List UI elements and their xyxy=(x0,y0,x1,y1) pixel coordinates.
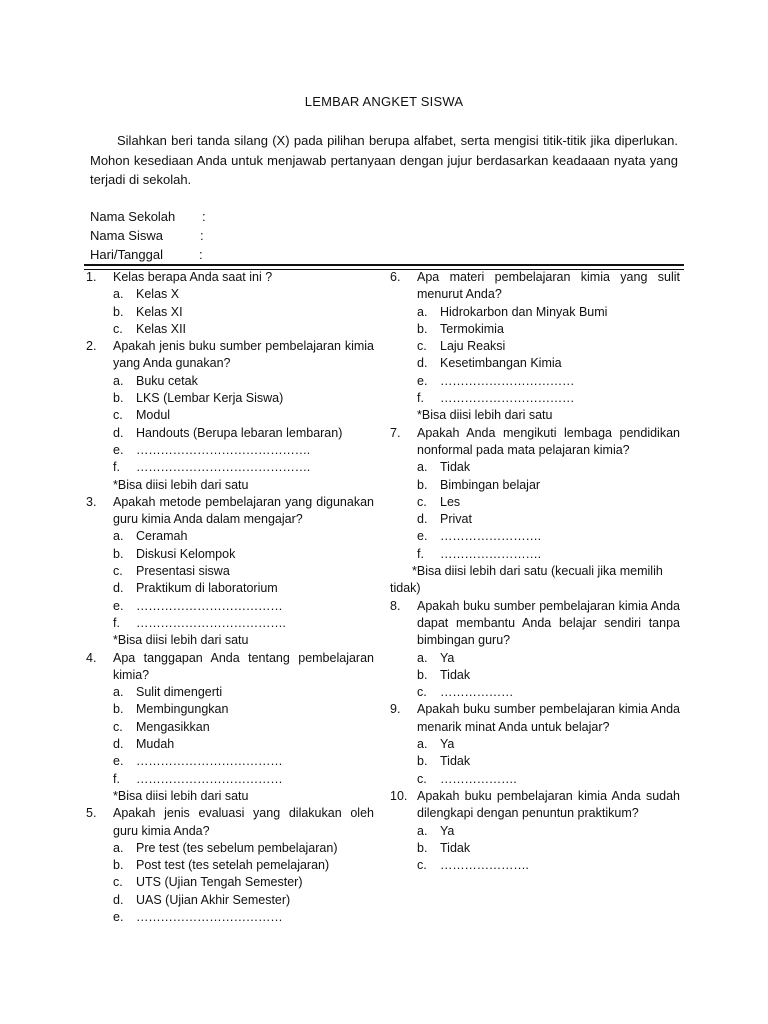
option-letter: b. xyxy=(113,391,124,406)
multi-answer-note: *Bisa diisi lebih dari satu (kecuali jika memilih tidak) xyxy=(390,564,663,596)
question-text: Apakah jenis evaluasi yang dilakukan oleh guru kimia Anda? xyxy=(113,806,374,838)
fill-in-blank: ……………………………… xyxy=(136,771,283,786)
answer-option[interactable] xyxy=(86,753,374,770)
option-text: UTS (Ujian Tengah Semester) xyxy=(136,875,303,890)
option-letter: e. xyxy=(113,909,124,924)
question xyxy=(86,650,374,685)
question-text: Kelas berapa Anda saat ini ? xyxy=(113,270,273,284)
question-number: 9. xyxy=(390,702,401,717)
question-number: 7. xyxy=(390,425,401,440)
option-letter: b. xyxy=(417,321,428,336)
fill-in-blank: ………………………………. xyxy=(136,615,286,630)
option-text: Praktikum di laboratorium xyxy=(136,581,278,596)
question xyxy=(390,788,680,823)
answer-option[interactable] xyxy=(86,615,374,632)
answer-option[interactable] xyxy=(86,286,374,303)
option-letter: f. xyxy=(417,391,424,406)
option-text: Mengasikkan xyxy=(136,719,210,734)
option-text: LKS (Lembar Kerja Siswa) xyxy=(136,391,284,406)
answer-option[interactable] xyxy=(390,321,680,338)
option-letter: a. xyxy=(417,737,428,752)
answer-option[interactable] xyxy=(86,874,374,891)
question-number: 6. xyxy=(390,270,401,284)
fill-in-blank: ……………………. xyxy=(440,529,541,544)
multi-answer-note: *Bisa diisi lebih dari satu xyxy=(113,788,249,803)
multi-answer-note: *Bisa diisi lebih dari satu xyxy=(417,408,553,423)
option-letter: c. xyxy=(113,719,123,734)
identity-row-school xyxy=(90,208,206,225)
option-letter: f. xyxy=(113,771,120,786)
question xyxy=(390,701,680,736)
question-number: 8. xyxy=(390,598,401,613)
answer-option[interactable] xyxy=(86,840,374,857)
option-text: Kesetimbangan Kimia xyxy=(440,356,562,371)
question-text: Apa materi pembelajaran kimia yang sulit menurut Anda? xyxy=(417,270,680,302)
answer-option[interactable] xyxy=(390,373,680,390)
option-text: Tidak xyxy=(440,754,471,769)
fill-in-blank: ……………………………………. xyxy=(136,442,310,457)
option-text: Presentasi siswa xyxy=(136,564,230,579)
fill-in-blank: ……………………. xyxy=(440,546,541,561)
option-letter: b. xyxy=(113,702,124,717)
option-text: Ya xyxy=(440,737,455,752)
answer-option[interactable] xyxy=(390,338,680,355)
question-number: 4. xyxy=(86,650,97,665)
answer-option[interactable] xyxy=(390,477,680,494)
answer-option[interactable] xyxy=(86,771,374,788)
answer-option[interactable] xyxy=(86,373,374,390)
answer-option[interactable] xyxy=(86,425,374,442)
answer-option[interactable] xyxy=(86,563,374,580)
option-text: Tidak xyxy=(440,667,471,682)
option-letter: f. xyxy=(417,546,424,561)
question-text: Apa tanggapan Anda tentang pembelajaran kimia? xyxy=(113,650,374,682)
question xyxy=(86,805,374,840)
answer-option[interactable] xyxy=(390,390,680,407)
option-letter: b. xyxy=(417,840,428,855)
option-text: Laju Reaksi xyxy=(440,339,506,354)
page-title: LEMBAR ANGKET SISWA xyxy=(304,94,464,109)
answer-option[interactable] xyxy=(86,892,374,909)
answer-option[interactable] xyxy=(390,840,680,857)
option-text: Tidak xyxy=(440,840,471,855)
fill-in-blank: ………………. xyxy=(440,771,517,786)
option-letter: b. xyxy=(113,546,124,561)
answer-option[interactable] xyxy=(86,909,374,926)
option-letter: f. xyxy=(113,460,120,475)
answer-option[interactable] xyxy=(390,494,680,511)
option-letter: b. xyxy=(113,858,124,873)
option-text: Mudah xyxy=(136,737,175,752)
option-letter: c. xyxy=(417,339,427,354)
answer-option[interactable] xyxy=(86,459,374,476)
option-text: Ceramah xyxy=(136,529,188,544)
option-text: Diskusi Kelompok xyxy=(136,546,236,561)
question-number: 10. xyxy=(390,788,408,803)
option-letter: b. xyxy=(417,754,428,769)
option-text: Les xyxy=(440,494,461,509)
answer-option[interactable] xyxy=(390,459,680,476)
question-text: Apakah Anda mengikuti lembaga pendidikan nonformal pada mata pelajaran kimia? xyxy=(417,425,680,457)
option-letter: c. xyxy=(417,685,427,700)
question xyxy=(86,269,374,286)
option-letter: a. xyxy=(113,287,124,302)
option-letter: e. xyxy=(113,598,124,613)
question xyxy=(390,598,680,650)
question-text: Apakah buku pembelajaran kimia Anda sudah dilengkapi dengan penuntun praktikum? xyxy=(417,788,680,821)
question xyxy=(86,494,374,529)
questions-right-column xyxy=(390,269,680,874)
option-letter: c. xyxy=(417,771,427,786)
answer-option[interactable] xyxy=(86,321,374,338)
option-text: Ya xyxy=(440,823,455,838)
answer-option[interactable] xyxy=(86,684,374,701)
questions-left-column xyxy=(86,269,374,926)
option-letter: f. xyxy=(113,615,120,630)
option-text: Membingungkan xyxy=(136,702,229,717)
option-letter: c. xyxy=(417,858,427,873)
fill-in-blank: ……………………………… xyxy=(136,754,283,769)
answer-option[interactable] xyxy=(390,753,680,770)
question xyxy=(86,338,374,373)
option-letter: b. xyxy=(417,477,428,492)
option-letter: e. xyxy=(113,754,124,769)
option-text: Bimbingan belajar xyxy=(440,477,541,492)
option-text: Privat xyxy=(440,512,472,527)
identity-colon: : xyxy=(200,228,204,243)
question-text: Apakah buku sumber pembelajaran kimia Anda dapat membantu Anda belajar sendiri tanpa bimbingan guru? xyxy=(417,598,680,648)
fill-in-blank: …………………. xyxy=(440,858,529,873)
answer-option[interactable] xyxy=(390,684,680,701)
option-text: Buku cetak xyxy=(136,373,198,388)
option-text: Kelas XII xyxy=(136,321,187,336)
answer-option[interactable] xyxy=(86,390,374,407)
identity-colon: : xyxy=(199,247,203,262)
answer-option[interactable] xyxy=(390,546,680,563)
identity-label: Nama Siswa xyxy=(90,228,163,243)
question xyxy=(390,269,680,304)
option-letter: b. xyxy=(113,304,124,319)
answer-option[interactable] xyxy=(390,511,680,528)
question xyxy=(390,425,680,460)
fill-in-blank: ……………………………… xyxy=(136,598,283,613)
option-letter: e. xyxy=(113,442,124,457)
answer-option[interactable] xyxy=(390,771,680,788)
identity-label: Nama Sekolah xyxy=(90,209,176,224)
option-text: Ya xyxy=(440,650,455,665)
answer-option[interactable] xyxy=(390,736,680,753)
answer-option[interactable] xyxy=(390,355,680,372)
fill-in-blank: ……………… xyxy=(440,685,514,700)
option-letter: d. xyxy=(417,512,428,527)
question-text: Apakah jenis buku sumber pembelajaran kimia yang Anda gunakan? xyxy=(113,339,374,371)
multi-answer-note: *Bisa diisi lebih dari satu xyxy=(113,477,249,492)
option-letter: a. xyxy=(417,650,428,665)
option-letter: c. xyxy=(113,321,123,336)
answer-option[interactable] xyxy=(86,407,374,424)
option-text: UAS (Ujian Akhir Semester) xyxy=(136,892,291,907)
identity-colon: : xyxy=(202,209,206,224)
option-text: Pre test (tes sebelum pembelajaran) xyxy=(136,840,338,855)
option-letter: d. xyxy=(113,892,124,907)
answer-option[interactable] xyxy=(86,580,374,597)
option-text: Termokimia xyxy=(440,321,504,336)
question-number: 5. xyxy=(86,806,97,821)
instructions-paragraph: Silahkan beri tanda silang (X) pada pilihan berupa alfabet, serta mengisi titik-titik jika diperlukan. Mohon kesediaan Anda untuk menjawab pertanyaan dengan jujur berdasarkan keadaaan nyata yang terjadi di sekolah. xyxy=(90,133,678,187)
answer-option[interactable] xyxy=(86,598,374,615)
answer-option[interactable] xyxy=(86,546,374,563)
option-letter: a. xyxy=(417,823,428,838)
option-letter: a. xyxy=(417,460,428,475)
question-text: Apakah metode pembelajaran yang digunakan guru kimia Anda dalam mengajar? xyxy=(113,494,374,527)
option-text: Kelas XI xyxy=(136,304,183,319)
question-number: 3. xyxy=(86,494,97,509)
answer-option[interactable] xyxy=(86,719,374,736)
option-letter: e. xyxy=(417,373,428,388)
answer-option[interactable] xyxy=(86,857,374,874)
identity-label: Hari/Tanggal xyxy=(90,247,163,262)
fill-in-blank: ……………………………… xyxy=(136,909,283,924)
option-text: Post test (tes setelah pemelajaran) xyxy=(136,858,330,873)
option-letter: c. xyxy=(113,564,123,579)
question-number: 1. xyxy=(86,270,97,284)
multi-answer-note: *Bisa diisi lebih dari satu xyxy=(113,633,249,648)
option-text: Handouts (Berupa lebaran lembaran) xyxy=(136,425,343,440)
answer-option[interactable] xyxy=(86,304,374,321)
option-letter: a. xyxy=(417,304,428,319)
answer-option[interactable] xyxy=(390,857,680,874)
answer-option[interactable] xyxy=(390,667,680,684)
fill-in-blank: ……………………………………. xyxy=(136,460,310,475)
option-text: Kelas X xyxy=(136,287,180,302)
answer-option[interactable] xyxy=(390,823,680,840)
fill-in-blank: …………………………… xyxy=(440,373,575,388)
fill-in-blank: …………………………… xyxy=(440,391,575,406)
option-text: Modul xyxy=(136,408,171,423)
question-number: 2. xyxy=(86,339,97,354)
option-letter: a. xyxy=(113,373,124,388)
question-text: Apakah buku sumber pembelajaran kimia Anda menarik minat Anda untuk belajar? xyxy=(417,702,680,734)
answer-option[interactable] xyxy=(86,442,374,459)
identity-row-student xyxy=(90,227,204,244)
divider-thick xyxy=(84,264,684,266)
option-text: Hidrokarbon dan Minyak Bumi xyxy=(440,304,608,319)
answer-option[interactable] xyxy=(86,528,374,545)
option-letter: d. xyxy=(113,737,124,752)
answer-option[interactable] xyxy=(390,528,680,545)
option-letter: d. xyxy=(113,425,124,440)
option-letter: d. xyxy=(113,581,124,596)
option-letter: a. xyxy=(113,840,124,855)
answer-option[interactable] xyxy=(390,650,680,667)
option-letter: c. xyxy=(113,875,123,890)
answer-option[interactable] xyxy=(86,736,374,753)
option-text: Tidak xyxy=(440,460,471,475)
option-letter: d. xyxy=(417,356,428,371)
identity-row-date xyxy=(90,246,203,263)
option-letter: a. xyxy=(113,685,124,700)
option-letter: c. xyxy=(417,494,427,509)
answer-option[interactable] xyxy=(86,701,374,718)
answer-option[interactable] xyxy=(390,304,680,321)
option-letter: c. xyxy=(113,408,123,423)
option-letter: e. xyxy=(417,529,428,544)
option-letter: b. xyxy=(417,667,428,682)
option-text: Sulit dimengerti xyxy=(136,685,223,700)
option-letter: a. xyxy=(113,529,124,544)
